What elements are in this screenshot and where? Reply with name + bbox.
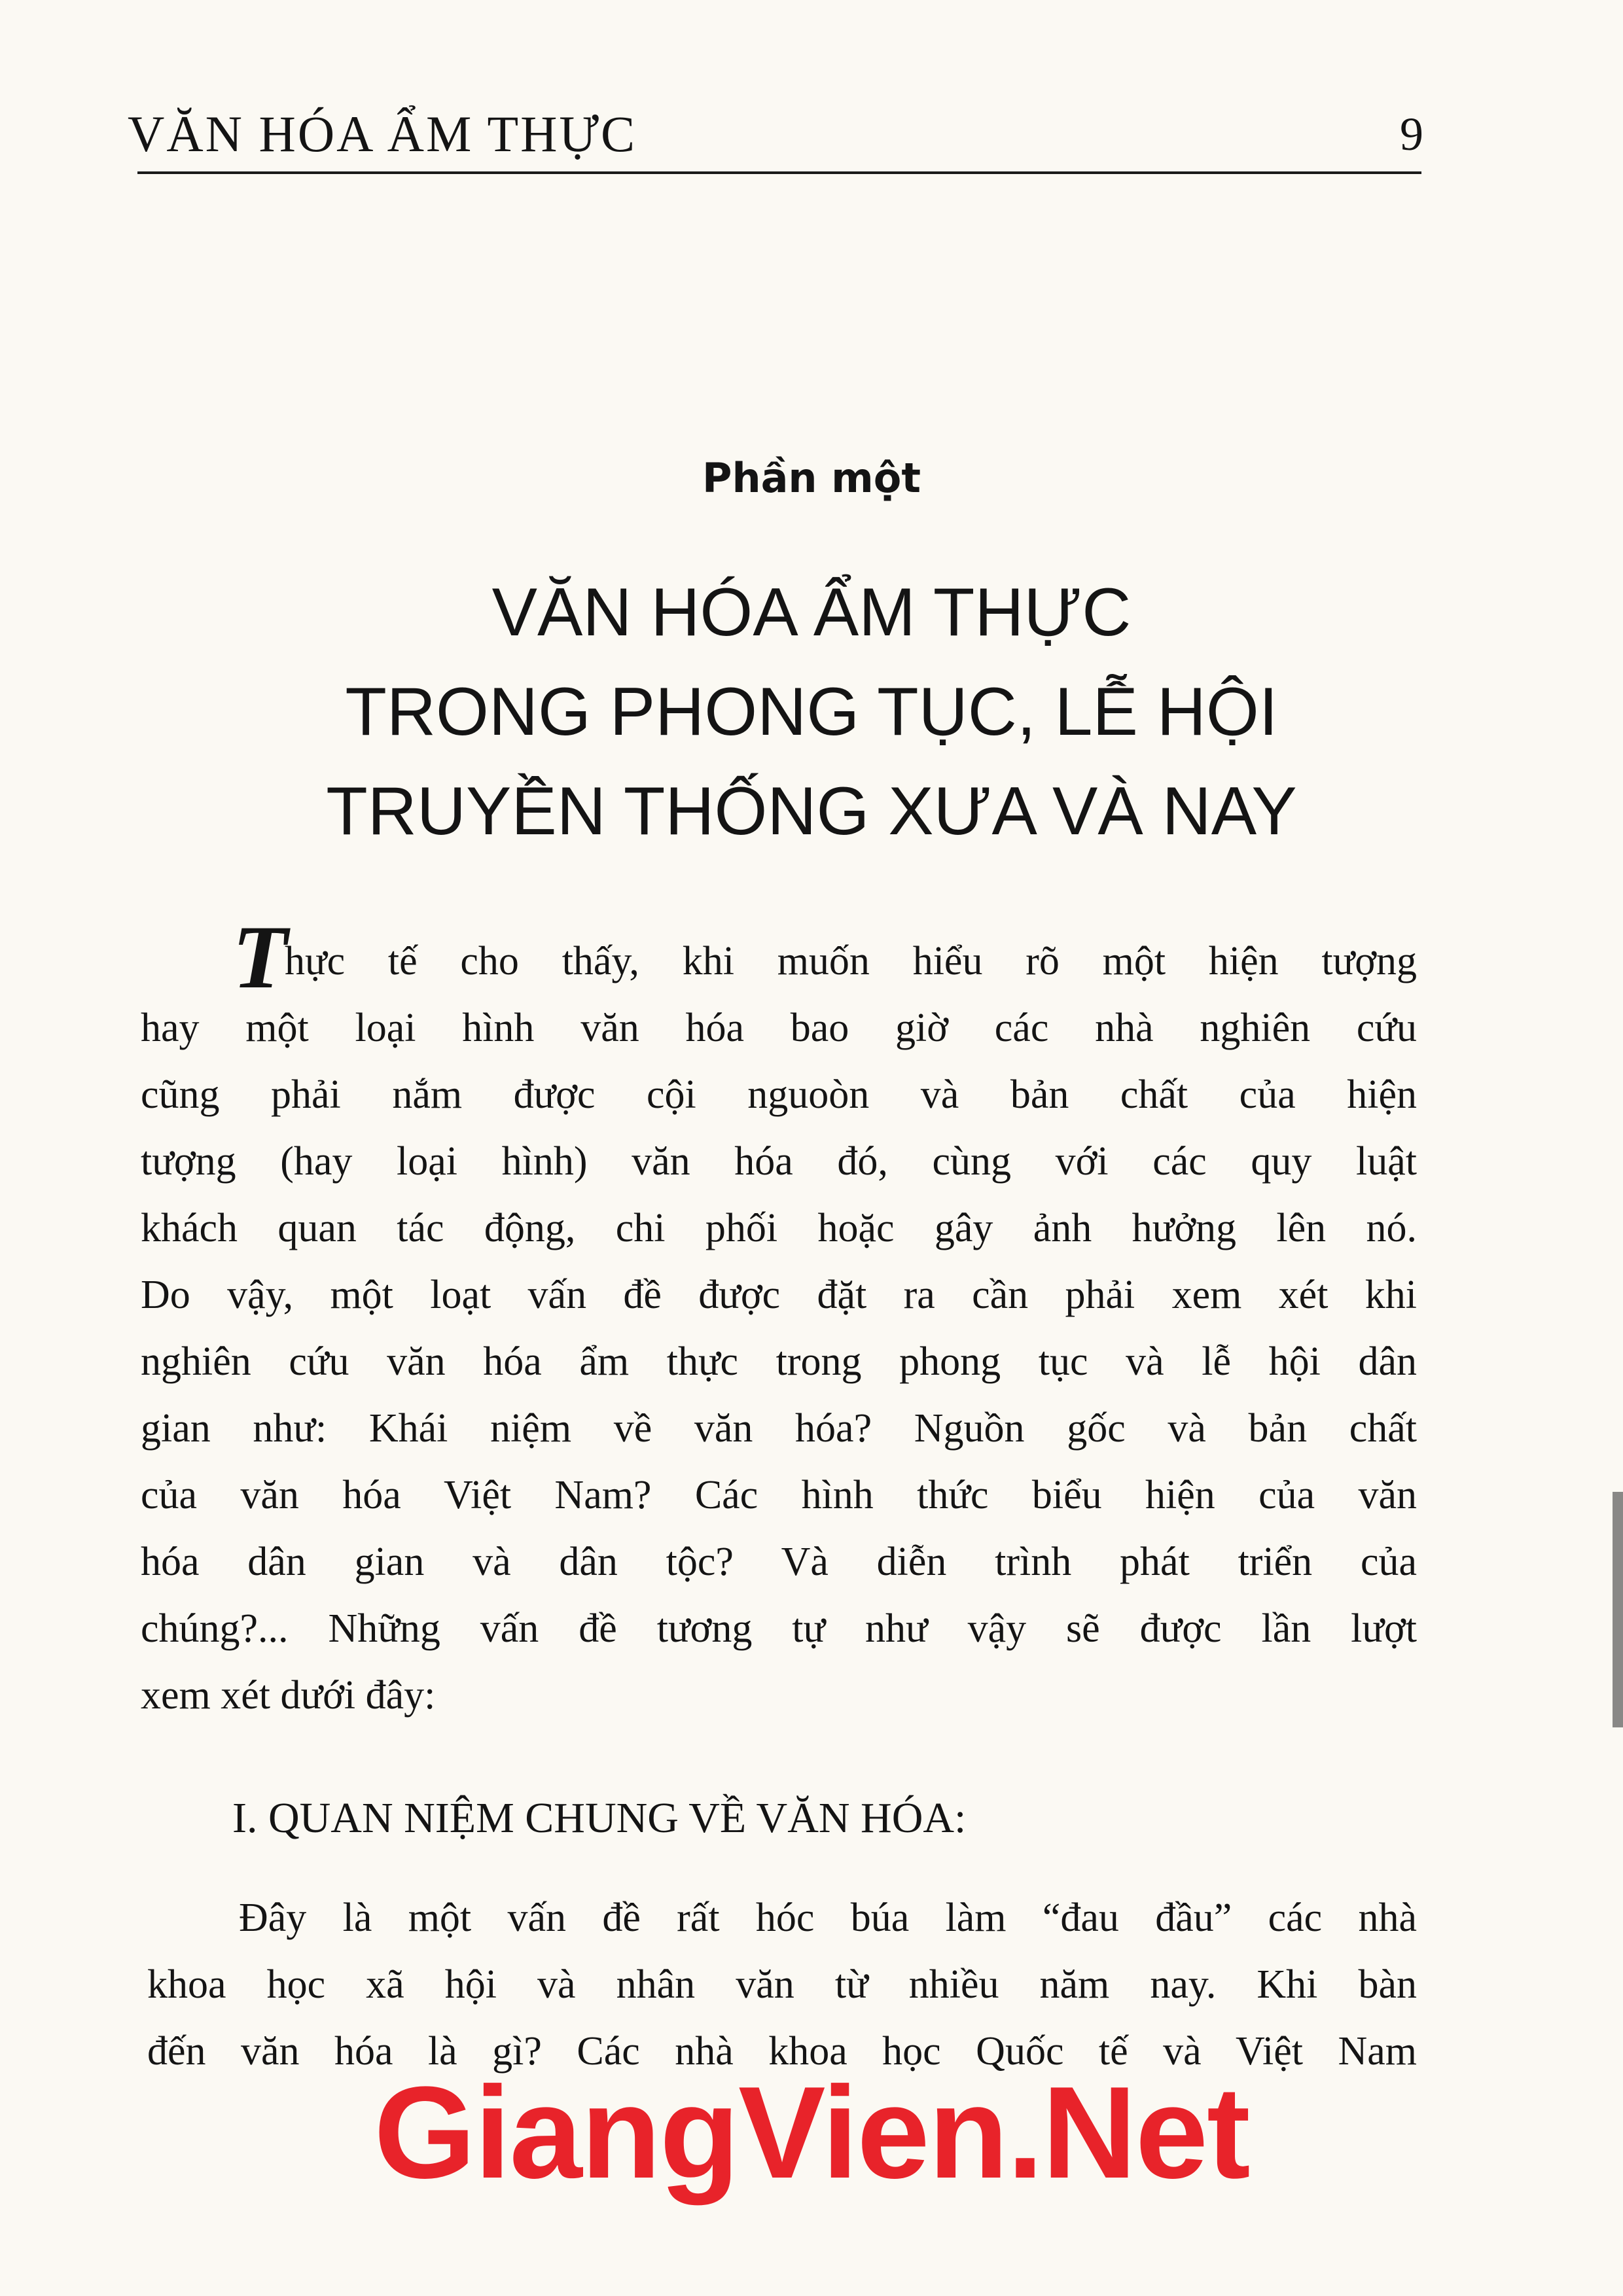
- running-header: [128, 98, 1423, 170]
- chapter-title-line: VĂN HÓA ẨM THỰC: [491, 574, 1132, 650]
- section-heading: I. QUAN NIỆM CHUNG VỀ VĂN HÓA:: [232, 1794, 967, 1842]
- text-line: xem xét dưới đây:: [141, 1673, 436, 1718]
- running-title: VĂN HÓA ẨM THỰC: [128, 105, 637, 162]
- text-line: gian như: Khái niệm về văn hóa? Nguồn gốc và bản chất: [141, 1406, 1417, 1451]
- text-line: hực tế cho thấy, khi muốn hiểu rõ một hiện tượng: [285, 939, 1417, 983]
- text-line: Do vậy, một loạt vấn đề được đặt ra cần phải xem xét khi: [141, 1273, 1417, 1317]
- text-line: hay một loại hình văn hóa bao giờ các nhà nghiên cứu: [141, 1006, 1417, 1050]
- text-line: của văn hóa Việt Nam? Các hình thức biểu hiện của văn: [141, 1473, 1417, 1517]
- chapter-title-line: TRUYỀN THỐNG XƯA VÀ NAY: [326, 773, 1297, 849]
- part-label: Phần một: [702, 454, 921, 502]
- text-line: đến văn hóa là gì? Các nhà khoa học Quốc tế và Việt Nam: [147, 2029, 1417, 2074]
- drop-cap: T: [232, 907, 288, 1007]
- header-rule: [137, 171, 1421, 174]
- text-line: tượng (hay loại hình) văn hóa đó, cùng với các quy luật: [141, 1139, 1417, 1184]
- chapter-title: [0, 563, 1623, 861]
- text-line: nghiên cứu văn hóa ẩm thực trong phong tục và lễ hội dân: [141, 1339, 1417, 1384]
- text-line: khách quan tác động, chi phối hoặc gây ảnh hưởng lên nó.: [141, 1206, 1417, 1250]
- page-edge-shadow: [1613, 1492, 1623, 1727]
- page-number: 9: [1400, 108, 1423, 160]
- text-line: chúng?... Những vấn đề tương tự như vậy sẽ được lần lượt: [141, 1606, 1417, 1651]
- watermark: GiangVien.Net: [374, 2060, 1249, 2206]
- chapter-title-line: TRONG PHONG TỤC, LỄ HỘI: [345, 674, 1278, 750]
- paragraph-intro: [141, 928, 1417, 1729]
- text-line: khoa học xã hội và nhân văn từ nhiều năm nay. Khi bàn: [147, 1962, 1417, 2007]
- text-line: cũng phải nắm được cội nguoòn và bản chất của hiện: [141, 1072, 1417, 1117]
- text-line: Đây là một vấn đề rất hóc búa làm “đau đầu” các nhà: [239, 1896, 1417, 1940]
- text-line: hóa dân gian và dân tộc? Và diễn trình phát triển của: [141, 1540, 1417, 1584]
